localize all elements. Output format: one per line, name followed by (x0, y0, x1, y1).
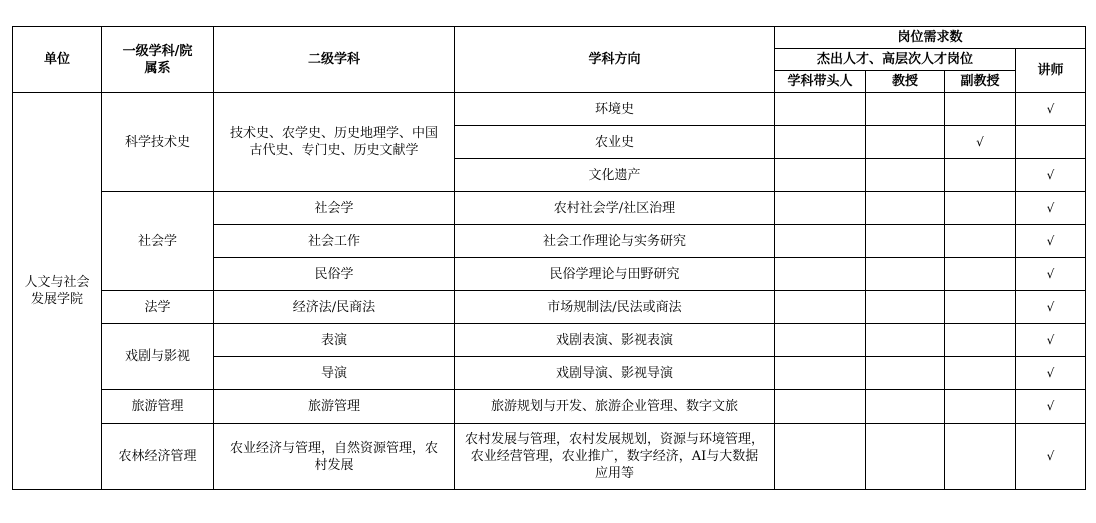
lecturer-cell: √ (1016, 357, 1086, 390)
table-row (13, 424, 1086, 490)
assoc-prof-cell (945, 390, 1016, 424)
direction-cell: 社会工作理论与实务研究 (455, 225, 775, 258)
professor-cell (866, 126, 945, 159)
header-leader: 学科带头人 (775, 71, 866, 93)
table-row (13, 291, 1086, 324)
header-direction: 学科方向 (455, 27, 775, 93)
professor-cell (866, 424, 945, 490)
assoc-prof-cell (945, 225, 1016, 258)
professor-cell (866, 291, 945, 324)
level2-cell: 社会工作 (214, 225, 455, 258)
level1-cell: 社会学 (102, 192, 214, 291)
lecturer-cell: √ (1016, 93, 1086, 126)
leader-cell (775, 357, 866, 390)
level2-cell: 社会学 (214, 192, 455, 225)
leader-cell (775, 225, 866, 258)
unit-cell: 人文与社会发展学院 (13, 93, 102, 490)
level2-cell: 导演 (214, 357, 455, 390)
leader-cell (775, 159, 866, 192)
direction-cell: 文化遗产 (455, 159, 775, 192)
leader-cell (775, 291, 866, 324)
assoc-prof-cell (945, 324, 1016, 357)
leader-cell (775, 192, 866, 225)
assoc-prof-cell (945, 192, 1016, 225)
lecturer-cell: √ (1016, 159, 1086, 192)
professor-cell (866, 324, 945, 357)
professor-cell (866, 93, 945, 126)
leader-cell (775, 93, 866, 126)
assoc-prof-cell (945, 93, 1016, 126)
lecturer-cell: √ (1016, 192, 1086, 225)
lecturer-cell: √ (1016, 258, 1086, 291)
leader-cell (775, 126, 866, 159)
direction-cell: 市场规制法/民法或商法 (455, 291, 775, 324)
assoc-prof-cell (945, 159, 1016, 192)
level2-cell: 经济法/民商法 (214, 291, 455, 324)
level1-cell: 法学 (102, 291, 214, 324)
level2-cell: 民俗学 (214, 258, 455, 291)
header-assoc-prof: 副教授 (945, 71, 1016, 93)
lecturer-cell: √ (1016, 424, 1086, 490)
direction-cell: 戏剧表演、影视表演 (455, 324, 775, 357)
assoc-prof-cell: √ (945, 126, 1016, 159)
level1-cell: 农林经济管理 (102, 424, 214, 490)
assoc-prof-cell (945, 357, 1016, 390)
header-level1: 一级学科/院属系 (102, 27, 214, 93)
header-level2: 二级学科 (214, 27, 455, 93)
lecturer-cell: √ (1016, 225, 1086, 258)
assoc-prof-cell (945, 258, 1016, 291)
table-row (13, 192, 1086, 225)
recruitment-table (12, 26, 1086, 490)
level1-cell: 旅游管理 (102, 390, 214, 424)
lecturer-cell (1016, 126, 1086, 159)
level1-cell: 戏剧与影视 (102, 324, 214, 390)
direction-cell: 戏剧导演、影视导演 (455, 357, 775, 390)
level2-cell: 表演 (214, 324, 455, 357)
direction-cell: 环境史 (455, 93, 775, 126)
direction-cell: 农村发展与管理，农村发展规划，资源与环境管理，农业经营管理，农业推广，数字经济，AI与大数据应用等 (455, 424, 775, 490)
header-lecturer: 讲师 (1016, 49, 1086, 93)
direction-cell: 民俗学理论与田野研究 (455, 258, 775, 291)
professor-cell (866, 225, 945, 258)
level2-cell: 农业经济与管理，自然资源管理，农村发展 (214, 424, 455, 490)
assoc-prof-cell (945, 424, 1016, 490)
table-row (13, 390, 1086, 424)
leader-cell (775, 324, 866, 357)
table-row (13, 93, 1086, 126)
lecturer-cell: √ (1016, 324, 1086, 357)
lecturer-cell: √ (1016, 390, 1086, 424)
header-demand: 岗位需求数 (775, 27, 1086, 49)
direction-cell: 农村社会学/社区治理 (455, 192, 775, 225)
professor-cell (866, 159, 945, 192)
leader-cell (775, 424, 866, 490)
leader-cell (775, 390, 866, 424)
level2-cell: 旅游管理 (214, 390, 455, 424)
level2-cell: 技术史、农学史、历史地理学、中国古代史、专门史、历史文献学 (214, 93, 455, 192)
table-row (13, 324, 1086, 357)
header-talent: 杰出人才、高层次人才岗位 (775, 49, 1016, 71)
direction-cell: 农业史 (455, 126, 775, 159)
header-professor: 教授 (866, 71, 945, 93)
assoc-prof-cell (945, 291, 1016, 324)
level1-cell: 科学技术史 (102, 93, 214, 192)
header-unit: 单位 (13, 27, 102, 93)
lecturer-cell: √ (1016, 291, 1086, 324)
professor-cell (866, 357, 945, 390)
leader-cell (775, 258, 866, 291)
professor-cell (866, 390, 945, 424)
direction-cell: 旅游规划与开发、旅游企业管理、数字文旅 (455, 390, 775, 424)
professor-cell (866, 192, 945, 225)
professor-cell (866, 258, 945, 291)
